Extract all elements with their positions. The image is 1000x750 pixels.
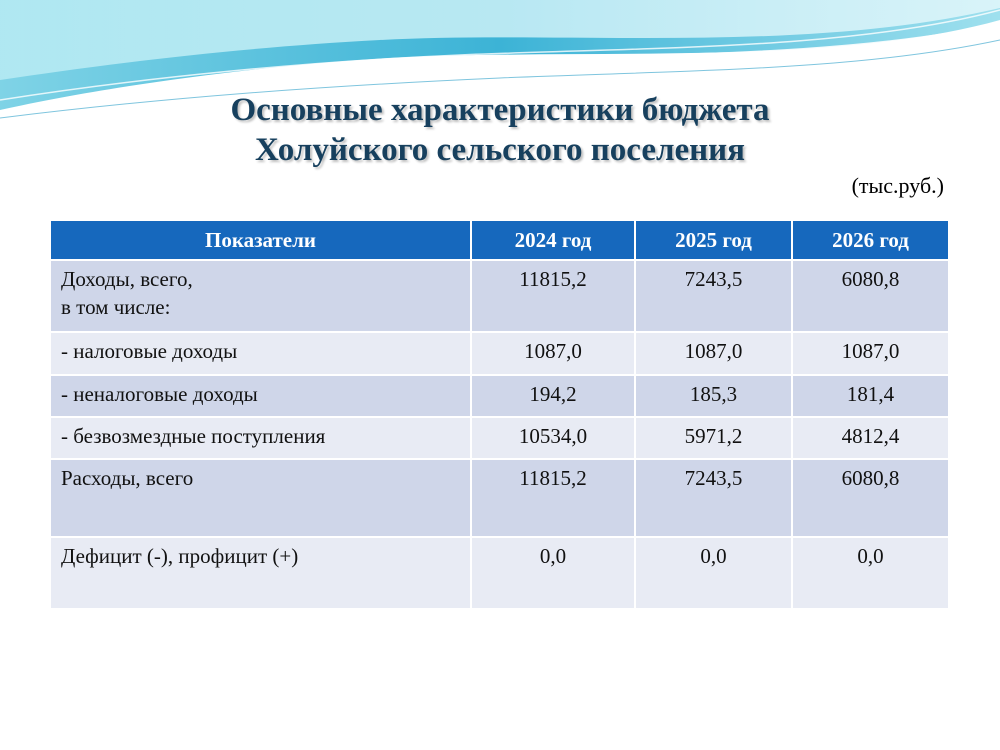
header-2026: 2026 год — [792, 220, 949, 260]
table-row — [50, 332, 949, 375]
cell-value: 7243,5 — [635, 260, 792, 332]
cell-value: 4812,4 — [792, 417, 949, 459]
title-line-2: Холуйского сельского поселения — [254, 132, 746, 168]
cell-value: 181,4 — [792, 375, 949, 417]
header-2025: 2025 год — [635, 220, 792, 260]
row-label: Расходы, всего — [50, 459, 471, 537]
table-row — [50, 260, 949, 332]
header-indicators: Показатели — [50, 220, 471, 260]
budget-table — [49, 219, 950, 610]
cell-value: 11815,2 — [471, 260, 635, 332]
row-label: - безвозмездные поступления — [50, 417, 471, 459]
row-label-line: Доходы, всего, — [61, 267, 193, 291]
title-line-1: Основные характеристики бюджета — [230, 92, 770, 128]
cell-value: 0,0 — [792, 537, 949, 609]
units-label: (тыс.руб.) — [851, 173, 944, 198]
cell-value: 194,2 — [471, 375, 635, 417]
cell-value: 6080,8 — [792, 260, 949, 332]
row-label: Дефицит (-), профицит (+) — [50, 537, 471, 609]
row-label: - неналоговые доходы — [50, 375, 471, 417]
table-row — [50, 459, 949, 537]
header-2024: 2024 год — [471, 220, 635, 260]
cell-value: 6080,8 — [792, 459, 949, 537]
cell-value: 1087,0 — [635, 332, 792, 375]
table-row — [50, 537, 949, 609]
table-row — [50, 375, 949, 417]
cell-value: 1087,0 — [792, 332, 949, 375]
cell-value: 0,0 — [635, 537, 792, 609]
cell-value: 10534,0 — [471, 417, 635, 459]
page-title — [0, 90, 1000, 170]
cell-value: 0,0 — [471, 537, 635, 609]
row-label — [50, 260, 471, 332]
row-label-line: в том числе: — [61, 295, 171, 319]
cell-value: 5971,2 — [635, 417, 792, 459]
cell-value: 1087,0 — [471, 332, 635, 375]
table-header-row — [50, 220, 949, 260]
table-row — [50, 417, 949, 459]
cell-value: 7243,5 — [635, 459, 792, 537]
row-label: - налоговые доходы — [50, 332, 471, 375]
cell-value: 11815,2 — [471, 459, 635, 537]
cell-value: 185,3 — [635, 375, 792, 417]
